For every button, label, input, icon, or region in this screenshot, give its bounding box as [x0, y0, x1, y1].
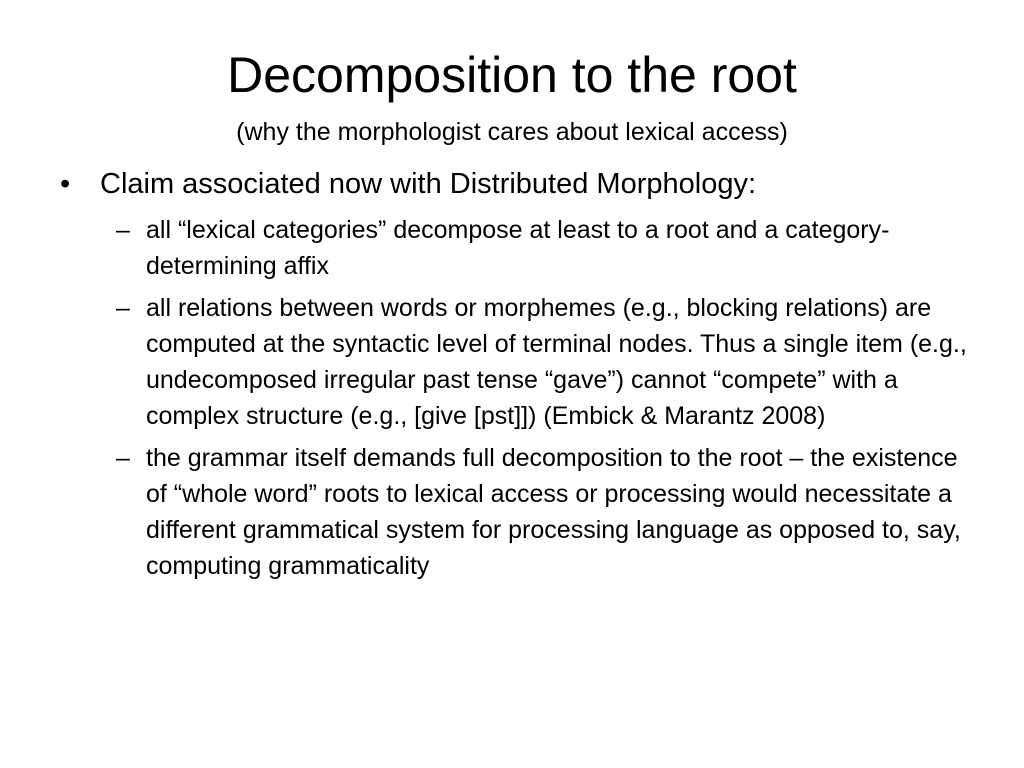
dash-icon: – — [116, 444, 130, 472]
sub-bullet — [60, 212, 980, 284]
dash-icon: – — [116, 216, 130, 244]
dash-icon: – — [116, 294, 130, 322]
sub-bullet-text: the grammar itself demands full decomposition to the root – the existence of “whole word” roots to lexical access or processing would necessitate a different grammatical system for processing language as opposed to, say, computing grammaticality — [146, 444, 961, 580]
sub-bullet-text: all relations between words or morphemes (e.g., blocking relations) are computed at the syntactic level of terminal nodes. Thus a single item (e.g., undecomposed irregular past tense “gave”) cannot “compete” with a complex structure (e.g., [give [pst]]) (Embick & Marantz 2008) — [146, 294, 967, 430]
sub-bullet — [60, 290, 980, 434]
main-bullet-text: Claim associated now with Distributed Morphology: — [100, 168, 757, 200]
sub-bullet — [60, 440, 980, 584]
slide-subtitle: (why the morphologist cares about lexical access) — [236, 118, 788, 146]
bullet-dot-icon: • — [60, 168, 71, 200]
main-bullet — [60, 162, 980, 206]
slide-title: Decomposition to the root — [227, 47, 797, 103]
slide-body — [60, 162, 980, 584]
sub-bullet-text: all “lexical categories” decompose at least to a root and a category-determining affix — [146, 216, 890, 280]
sub-bullet-list — [60, 212, 980, 584]
